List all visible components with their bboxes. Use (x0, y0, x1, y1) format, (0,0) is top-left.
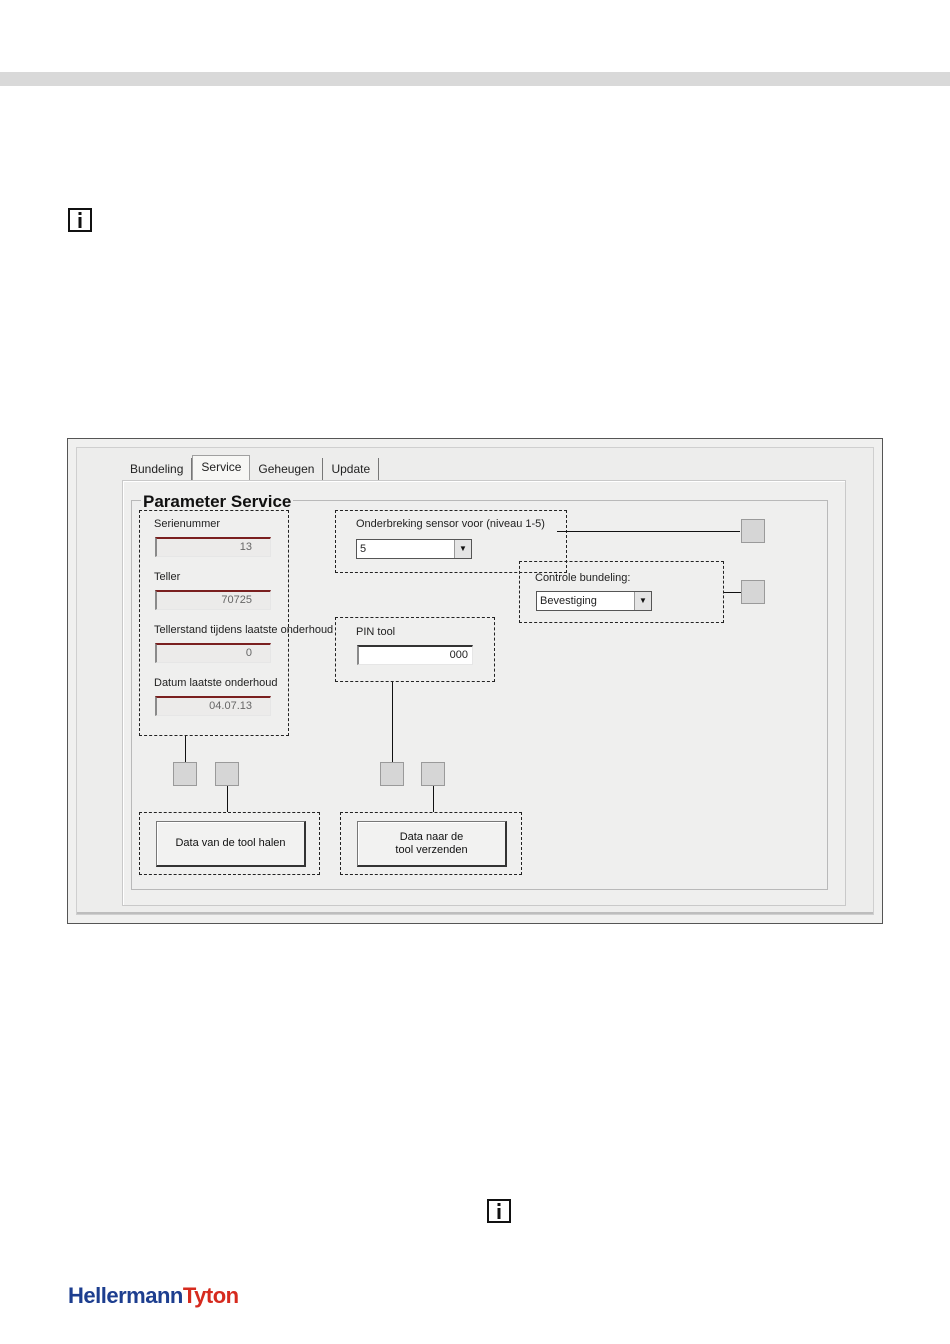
sensor-select-value: 5 (360, 543, 367, 555)
sensor-label: Onderbreking sensor voor (niveau 1-5) (356, 518, 545, 530)
chevron-down-icon[interactable]: ▼ (454, 540, 471, 558)
pin-label: PIN tool (356, 626, 396, 638)
chevron-down-icon[interactable]: ▼ (634, 592, 651, 610)
get-data-button[interactable]: Data van de tool halen (156, 821, 306, 867)
header-bar (0, 72, 950, 86)
controle-select-value: Bevestiging (540, 595, 597, 607)
datum-label: Datum laatste onderhoud (154, 677, 278, 689)
callout-marker (215, 762, 239, 786)
controle-select[interactable] (536, 591, 652, 611)
tab-bar (122, 458, 379, 480)
callout-line (724, 592, 741, 593)
datum-field: 04.07.13 (155, 696, 271, 716)
callout-marker (173, 762, 197, 786)
tellerstand-field: 0 (155, 643, 271, 663)
logo-part-1: Hellermann (68, 1283, 183, 1308)
callout-marker (421, 762, 445, 786)
window-body (76, 447, 874, 915)
callout-marker (741, 580, 765, 604)
software-screenshot (67, 438, 883, 924)
tab-geheugen[interactable]: Geheugen (250, 458, 323, 480)
teller-field: 70725 (155, 590, 271, 610)
info-icon (68, 208, 92, 232)
tellerstand-label: Tellerstand tijdens laatste onderhoud (154, 624, 334, 636)
callout-line (185, 736, 186, 762)
callout-marker (741, 519, 765, 543)
teller-label: Teller (154, 571, 181, 583)
hellermanntyton-logo (68, 1283, 239, 1309)
callout-line (557, 531, 740, 532)
send-data-button[interactable] (357, 821, 507, 867)
send-data-label-1: Data naar de (399, 830, 464, 843)
send-data-label-2: tool verzenden (395, 843, 468, 856)
info-icon (487, 1199, 511, 1223)
pin-input[interactable]: 000 (357, 645, 473, 665)
callout-line (433, 786, 434, 812)
panel-divider (77, 912, 873, 914)
controle-label: Controle bundeling: (535, 572, 631, 584)
callout-line (392, 682, 393, 762)
tab-service[interactable]: Service (192, 455, 250, 484)
callout-marker (380, 762, 404, 786)
logo-part-2: Tyton (182, 1283, 239, 1308)
tab-bundeling[interactable]: Bundeling (122, 458, 192, 480)
tab-update[interactable]: Update (323, 458, 379, 480)
serienummer-field: 13 (155, 537, 271, 557)
sensor-select[interactable] (356, 539, 472, 559)
callout-line (227, 786, 228, 812)
serienummer-label: Serienummer (154, 518, 221, 530)
group-title: Parameter Service (143, 492, 292, 511)
